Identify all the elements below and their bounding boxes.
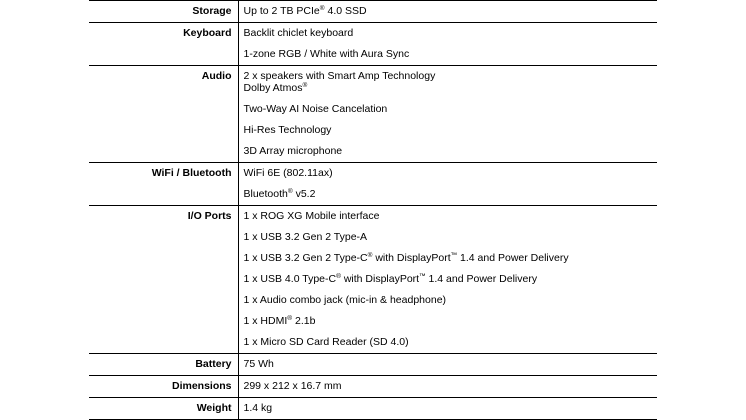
trademark-mark: ® xyxy=(287,315,293,322)
spec-value-text: 1.4 and Power Delivery xyxy=(457,252,569,264)
spec-values xyxy=(238,66,657,163)
spec-label: Keyboard xyxy=(89,23,238,66)
spec-value-text: 1-zone RGB / White with Aura Sync xyxy=(243,48,410,60)
spec-value xyxy=(244,227,658,248)
spec-value-text: Backlit chiclet keyboard xyxy=(243,27,354,39)
spec-label: I/O Ports xyxy=(89,206,238,354)
spec-value xyxy=(244,290,658,311)
spec-values xyxy=(238,398,657,420)
spec-row xyxy=(89,1,657,23)
spec-row xyxy=(89,206,657,354)
spec-value xyxy=(244,44,658,65)
spec-value xyxy=(244,206,658,227)
spec-value-text: Dolby Atmos xyxy=(243,82,303,94)
spec-value xyxy=(244,120,658,141)
spec-value xyxy=(244,99,658,120)
spec-row xyxy=(89,354,657,376)
spec-value xyxy=(244,184,658,205)
spec-value xyxy=(244,269,658,290)
spec-value-text: 1 x Audio combo jack (mic-in & headphone) xyxy=(243,294,447,306)
spec-value-text: 1.4 and Power Delivery xyxy=(425,273,538,285)
spec-value-text: WiFi 6E (802.11ax) xyxy=(243,167,333,179)
spec-values xyxy=(238,163,657,206)
spec-value xyxy=(244,354,658,375)
spec-value xyxy=(244,332,658,353)
spec-value-text: Up to 2 TB PCIe xyxy=(243,5,320,17)
spec-value-text: 1 x USB 4.0 Type-C xyxy=(243,273,337,285)
trademark-mark: ™ xyxy=(419,273,426,280)
spec-value-text: 2.1b xyxy=(292,315,316,327)
spec-value-text: 75 Wh xyxy=(243,358,274,370)
spec-value-line xyxy=(244,82,658,94)
spec-values xyxy=(238,23,657,66)
spec-value xyxy=(244,248,658,269)
spec-label: Storage xyxy=(89,1,238,23)
trademark-mark: ® xyxy=(336,273,341,280)
trademark-mark: ® xyxy=(287,188,293,195)
spec-label: Dimensions xyxy=(89,376,238,398)
spec-label: WiFi / Bluetooth xyxy=(89,163,238,206)
spec-value-text: 1 x Micro SD Card Reader (SD 4.0) xyxy=(243,336,409,348)
spec-value-text: v5.2 xyxy=(292,188,316,200)
spec-value xyxy=(244,23,658,44)
spec-values xyxy=(238,376,657,398)
spec-value xyxy=(244,163,658,184)
spec-value-text: 3D Array microphone xyxy=(243,145,343,157)
spec-value-text: with DisplayPort xyxy=(340,273,420,285)
spec-row xyxy=(89,66,657,163)
spec-table xyxy=(89,0,657,420)
trademark-mark: ™ xyxy=(450,252,458,259)
spec-value xyxy=(244,311,658,332)
spec-value-text: 1 x USB 3.2 Gen 2 Type-A xyxy=(243,231,368,243)
spec-value-text: 2 x speakers with Smart Amp Technology xyxy=(243,70,436,82)
spec-value-text: 299 x 212 x 16.7 mm xyxy=(243,380,342,392)
spec-label: Battery xyxy=(89,354,238,376)
trademark-mark: ® xyxy=(319,5,325,12)
spec-value-text: with DisplayPort xyxy=(372,252,451,264)
spec-value-text: 1 x HDMI xyxy=(243,315,288,327)
spec-value-text: 1 x ROG XG Mobile interface xyxy=(243,210,380,222)
spec-row xyxy=(89,376,657,398)
spec-value xyxy=(244,398,658,419)
spec-value-text: 1.4 kg xyxy=(243,402,273,414)
spec-value xyxy=(244,141,658,162)
spec-row xyxy=(89,398,657,420)
spec-row xyxy=(89,163,657,206)
spec-value xyxy=(244,1,658,22)
spec-label: Audio xyxy=(89,66,238,163)
spec-value-text: Hi-Res Technology xyxy=(243,124,332,136)
spec-value-text: Two-Way AI Noise Cancelation xyxy=(243,103,388,115)
spec-row xyxy=(89,23,657,66)
spec-value xyxy=(244,66,658,99)
spec-value-text: 4.0 SSD xyxy=(324,5,367,17)
spec-value xyxy=(244,376,658,397)
spec-value-text: Bluetooth xyxy=(243,188,288,200)
trademark-mark: ® xyxy=(302,82,308,89)
spec-values xyxy=(238,1,657,23)
spec-table-body xyxy=(89,1,657,420)
spec-values xyxy=(238,206,657,354)
spec-value-text: 1 x USB 3.2 Gen 2 Type-C xyxy=(243,252,368,264)
spec-label: Weight xyxy=(89,398,238,420)
trademark-mark: ® xyxy=(367,252,373,259)
spec-values xyxy=(238,354,657,376)
